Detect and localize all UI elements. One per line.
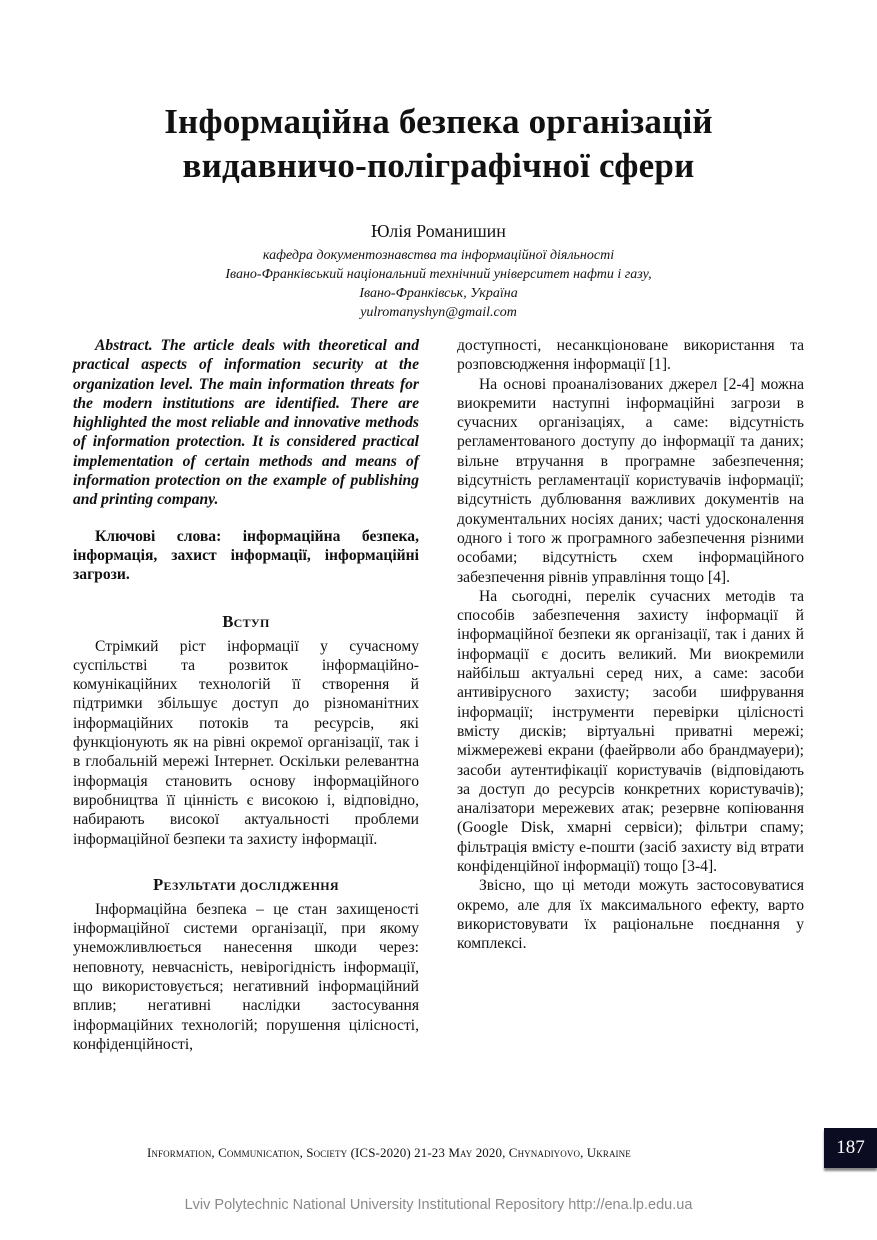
- results-paragraph-2: На основі проаналізованих джерел [2-4] можна виокремити наступні інформаційні загрози в сучасних організаціях, а саме: відсутність регламентованого доступу до інформації та даних; вільне втручання в програмне забезпечення; відсутність регламентації користувачів інформації; відсутність дублювання важливих документів на документальних носіях даних; часті удосконалення одного і того ж програмного забезпечення різними особами; відсутність схем інформаційного забезпечення рівнів управління тощо [4].: [457, 375, 804, 586]
- section-heading-results: Результати дослідження: [153, 874, 339, 894]
- author-affiliation: [0, 246, 877, 322]
- section-heading-intro: Вступ: [222, 611, 270, 631]
- results-paragraph-3: На сьогодні, перелік сучасних методів та способів забезпечення захисту інформації й інформаційної безпеки як організації, так і даних й інформації є досить великий. Ми виокремили найбільш актуальні серед них, а саме: засоби антивірусного захисту; засоби шифрування інформації; інструменти перевірки цілісності вмісту дисків; віртуальні приватні мережі; міжмережеві екрани (фаейрволи або брандмауери); засоби аутентифікації користувачів (відповідають за доступ до ресурсів конкретних користувачів); аналізатори мережевих атак; резервне копіювання (Google Disk, хмарні сервіси); фільтри спаму; фільтрація вмісту е-пошти (засіб захисту від втрати конфіденційної інформації) тощо [3-4].: [457, 587, 804, 876]
- paper-title: [0, 100, 877, 188]
- keywords: Ключові слова: інформаційна безпека, інформація, захист інформації, інформаційні загрози.: [73, 527, 419, 584]
- results-paragraph-4: Звісно, що ці методи можуть застосовуватися окремо, але для їх максимального ефекту, варто використовувати їх раціональне поєднання у комплексі.: [457, 877, 804, 953]
- intro-paragraph: Стрімкий ріст інформації у сучасному суспільстві та розвиток інформаційно-комунікаційних технологій її створення й підтримки збільшує доступ до різноманітних інформаційних потоків та ресурсів, які функціонують як на рівні окремої організації, так і в глобальній мережі Інтернет. Оскільки релевантна інформація становить основу інформаційного виробництва її цінність є високою і, відповідно, набирають високої актуальності проблеми інформаційної безпеки та захисту інформації.: [73, 637, 419, 848]
- conference-info: Information, Communication, Society (ICS-2020) 21-23 May 2020, Chynadiyovo, Ukraine: [147, 1145, 631, 1160]
- affiliation-university: Івано-Франківський національний технічний університет нафти і газу,: [225, 267, 652, 282]
- affiliation-city: Івано-Франківськ, Україна: [359, 286, 518, 301]
- affiliation-department: кафедра документознавства та інформаційної діяльності: [262, 248, 615, 263]
- repository-watermark: Lviv Polytechnic National University Institutional Repository http://ena.lp.edu.ua: [184, 1197, 693, 1213]
- right-column: [457, 336, 804, 954]
- abstract: Abstract. The article deals with theoretical and practical aspects of information security at the organization level. The main information threats for the modern institutions are identified. There are highlighted the most reliable and innovative methods of information protection. It is considered practical implementation of certain methods and means of information protection on the example of publishing and printing company.: [73, 337, 419, 509]
- author-name: Юлія Романишин: [371, 221, 506, 241]
- results-paragraph-1-continued: доступності, несанкціоноване використання та розповсюдження інформації [1].: [457, 337, 804, 374]
- paper-title-line-2: видавничо-поліграфічної сфери: [182, 146, 695, 185]
- left-column: [73, 336, 419, 1054]
- results-paragraph-1: Інформаційна безпека – це стан захищеності інформаційної системи організації, при якому унеможливлюється нанесення шкоди через: неповноту, невчасність, невірогідність інформації, що використовується; негативний інформаційний вплив; негативні наслідки застосування інформаційних технологій; порушення цілісності, конфіденційності,: [73, 900, 419, 1053]
- page-number: 187: [824, 1128, 877, 1168]
- paper-title-line-1: Інформаційна безпека організацій: [164, 102, 713, 141]
- page-footer: [0, 1145, 877, 1161]
- author-email: yulromanyshyn@gmail.com: [360, 305, 517, 320]
